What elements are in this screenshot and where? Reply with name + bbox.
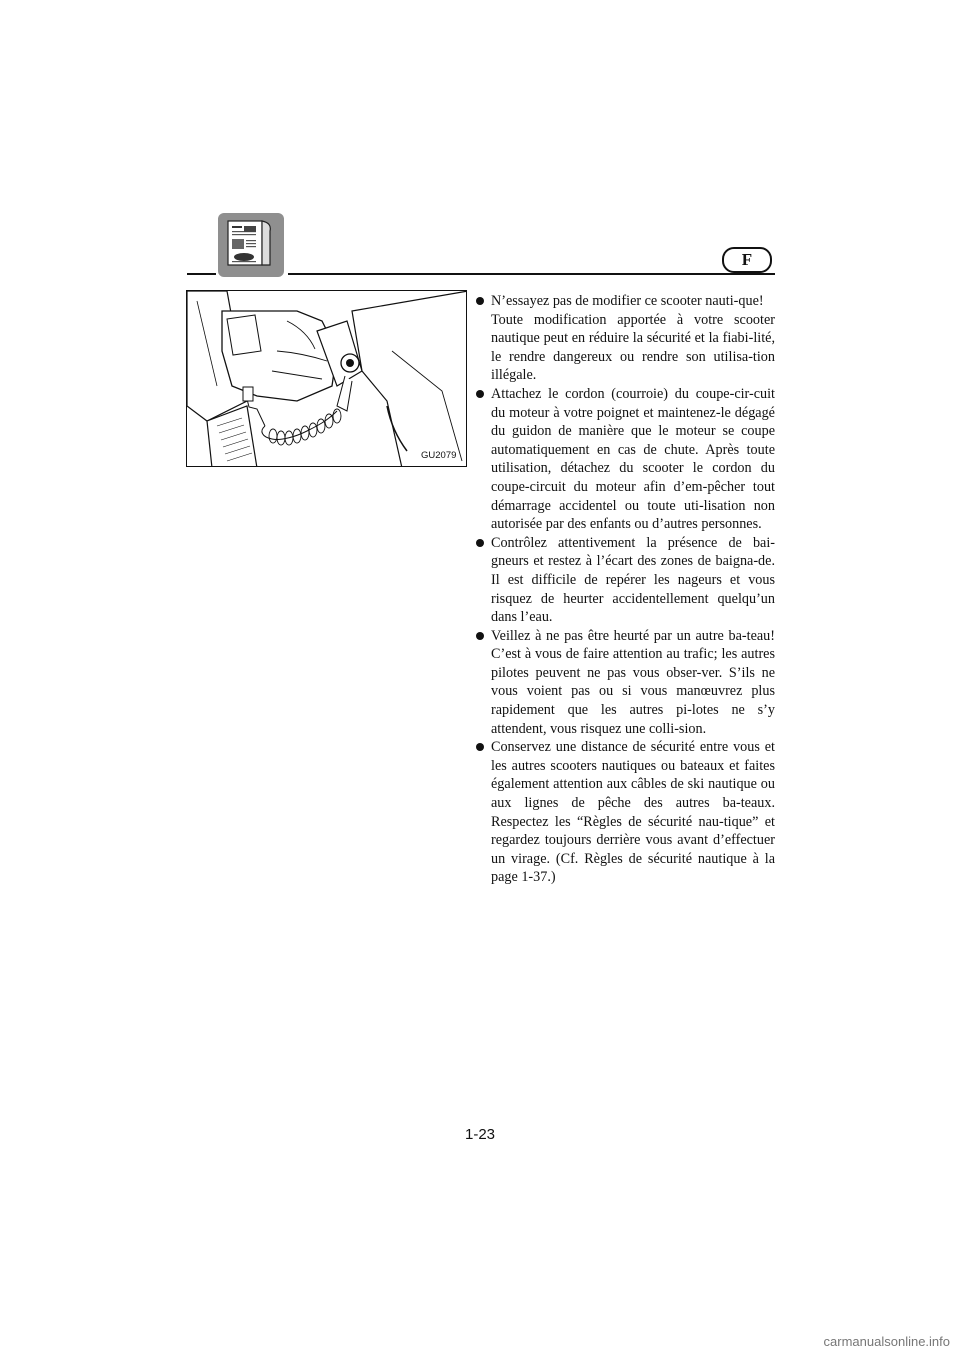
lanyard-wrist-illustration [187,291,467,467]
bullet-item [475,627,775,739]
language-badge: F [722,247,772,273]
header-rule-right [288,273,775,275]
bullet-text: Toute modification apportée à votre scooter nautique peut en réduire la sécurité et la fiabi-lité, le rendre dangereux ou rendre son utilisa-tion illégale. [491,311,775,384]
watermark[interactable]: carmanualsonline.info [823,1334,950,1349]
bullet-icon [476,539,484,547]
bullet-icon [476,390,484,398]
header-rule-left [187,273,216,275]
figure-label: GU2079 [421,450,457,461]
bullet-item [475,738,775,887]
bullet-item [475,292,775,385]
bullet-icon [476,632,484,640]
bullet-text: Conservez une distance de sécurité entre vous et les autres scooters nautiques ou bateaux et faites également attention aux câbles de ski nautique ou aux lignes de pêche des autres ba-teaux. Respectez les “Règles de sécurité nau-tique” et regardez toujours derrière vous avant d’effectuer un virage. (Cf. Règles de sécurité nautique à la page 1-37.) [491,739,775,886]
bullet-text: Attachez le cordon (courroie) du coupe-cir-cuit du moteur à votre poignet et maintenez-le dégagé du guidon de manière que le moteur se coupe automatiquement en cas de chute. Après toute utilisation, détachez du scooter le cordon du coupe-circuit du moteur afin d’em-pêcher tout démarrage accidentel ou toute uti-lisation non autorisée par des enfants ou d’autres personnes. [491,385,775,533]
bullet-text: N’essayez pas de modifier ce scooter nauti-que! [491,293,764,309]
bullet-text: Veillez à ne pas être heurté par un autre ba-teau! C’est à vous de faire attention au trafic; les autres pilotes peuvent ne pas vous obser-ver. S’ils ne vous voient pas ou si vous manœuvrez plus rapidement que les autres pi-lotes ne s’y attendent, vous risquez une colli-sion. [491,627,775,737]
bullet-item [475,385,775,534]
bullet-icon [476,743,484,751]
bullet-item [475,534,775,627]
manual-book-icon [218,213,284,277]
page-number: 1-23 [464,1126,496,1143]
safety-bullet-list [475,292,775,887]
bullet-text: Contrôlez attentivement la présence de bai-gneurs et restez à l’écart des zones de baigna-de. Il est difficile de repérer les nageurs et vous risquez de heurter accidentellement quelqu’un dans l’eau. [491,534,775,626]
bullet-icon [476,297,484,305]
lanyard-figure [186,290,467,467]
